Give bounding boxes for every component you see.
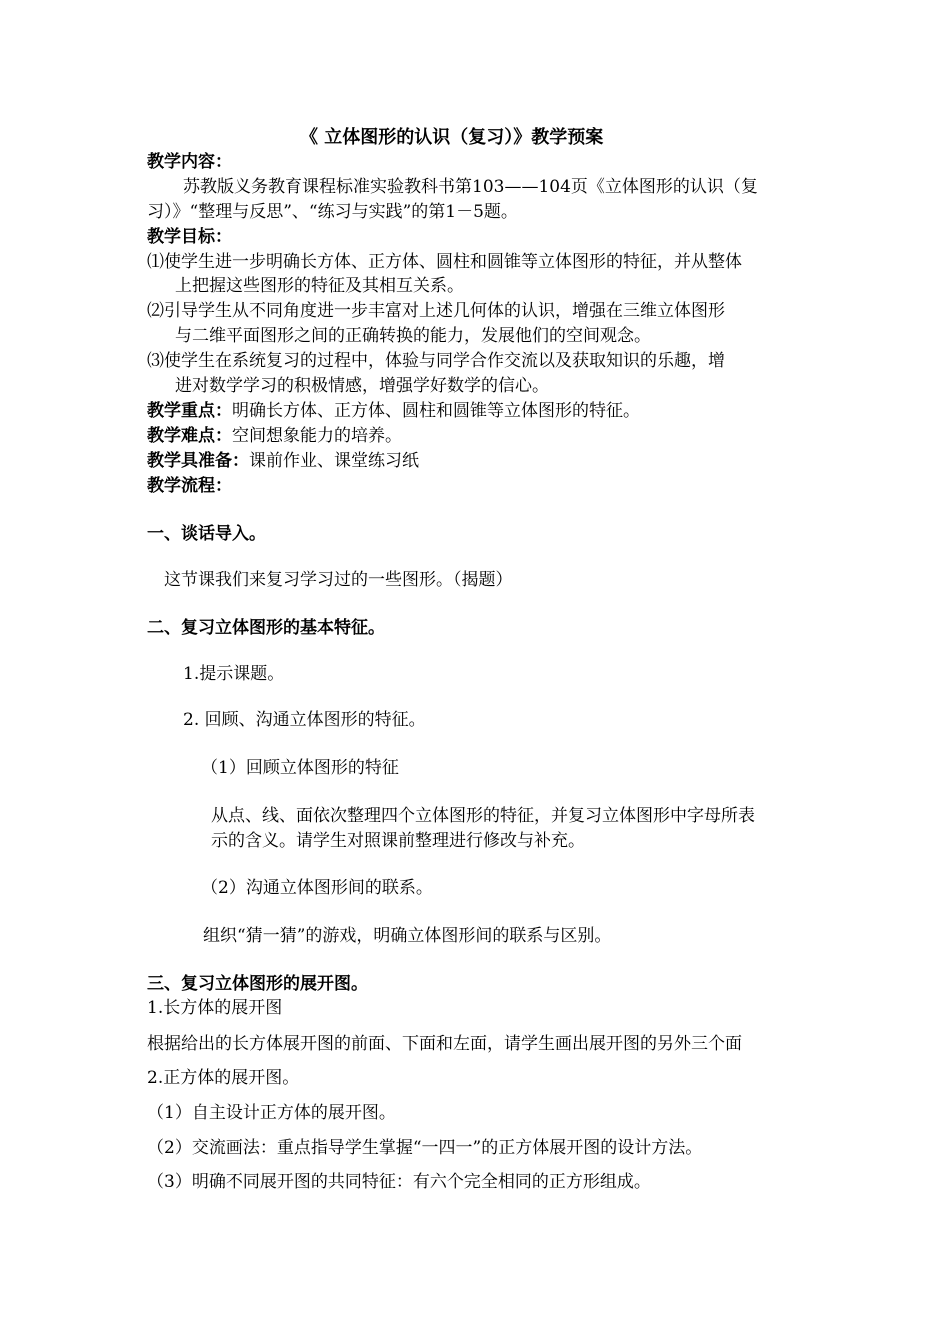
goal-1-line-1: ⑴使学生进一步明确长方体、正方体、圆柱和圆锥等立体图形的特征，并从整体 (147, 252, 742, 272)
section-3-heading: 三、复习立体图形的展开图。 (147, 974, 368, 994)
section-3-item-1: 1.长方体的展开图 (147, 998, 283, 1018)
prep-text: 课前作业、课堂练习纸 (249, 451, 419, 471)
teaching-prep (147, 449, 419, 473)
section-2-item-2b: （2）沟通立体图形间的联系。 (201, 878, 433, 898)
section-2-item-2a-text-2: 示的含义。请学生对照课前整理进行修改与补充。 (211, 831, 585, 851)
section-2-item-2a-text-1: 从点、线、面依次整理四个立体图形的特征，并复习立体图形中字母所表 (211, 806, 755, 826)
section-1-heading: 一、谈话导入。 (147, 524, 266, 544)
goal-3-line-1: ⑶使学生在系统复习的过程中，体验与同学合作交流以及获取知识的乐趣，增 (147, 351, 725, 371)
section-2-item-2: 2. 回顾、沟通立体图形的特征。 (183, 710, 426, 730)
key-point-text: 明确长方体、正方体、圆柱和圆锥等立体图形的特征。 (232, 401, 640, 421)
goals-heading: 教学目标： (147, 227, 232, 247)
section-2-item-2b-text: 组织“猜一猜”的游戏，明确立体图形间的联系与区别。 (203, 926, 612, 946)
goal-2-line-2: 与二维平面图形之间的正确转换的能力，发展他们的空间观念。 (175, 326, 651, 346)
section-3-item-2c: （3）明确不同展开图的共同特征：有六个完全相同的正方形组成。 (147, 1172, 651, 1192)
goal-2-line-1: ⑵引导学生从不同角度进一步丰富对上述几何体的认识，增强在三维立体图形 (147, 301, 725, 321)
content-line-1: 苏教版义务教育课程标准实验教科书第103——104页《立体图形的认识（复 (183, 177, 758, 197)
section-3-item-2a: （1）自主设计正方体的展开图。 (147, 1103, 396, 1123)
section-3-item-2: 2.正方体的展开图。 (147, 1068, 300, 1088)
content-line-2: 习）》“整理与反思”、“练习与实践”的第1－5题。 (147, 202, 518, 222)
section-2-heading: 二、复习立体图形的基本特征。 (147, 618, 385, 638)
section-1-text: 这节课我们来复习学习过的一些图形。（揭题） (164, 570, 513, 590)
key-point (147, 399, 640, 423)
content-heading: 教学内容： (147, 152, 232, 172)
difficulty-label: 教学难点： (147, 426, 232, 446)
prep-label: 教学具准备： (147, 451, 249, 471)
flow-heading: 教学流程： (147, 476, 232, 496)
goal-1-line-2: 上把握这些图形的特征及其相互关系。 (175, 276, 464, 296)
key-point-label: 教学重点： (147, 401, 232, 421)
section-2-item-2a: （1）回顾立体图形的特征 (201, 758, 399, 778)
goal-3-line-2: 进对数学学习的积极情感，增强学好数学的信心。 (175, 376, 549, 396)
difficulty-text: 空间想象能力的培养。 (232, 426, 402, 446)
section-3-item-1-text: 根据给出的长方体展开图的前面、下面和左面，请学生画出展开图的另外三个面 (147, 1034, 742, 1054)
document-title: 《 立体图形的认识（复习）》教学预案 (300, 127, 604, 148)
difficulty-point (147, 424, 402, 448)
section-3-item-2b: （2）交流画法：重点指导学生掌握“一四一”的正方体展开图的设计方法。 (147, 1138, 703, 1158)
section-2-item-1: 1.提示课题。 (183, 664, 285, 684)
